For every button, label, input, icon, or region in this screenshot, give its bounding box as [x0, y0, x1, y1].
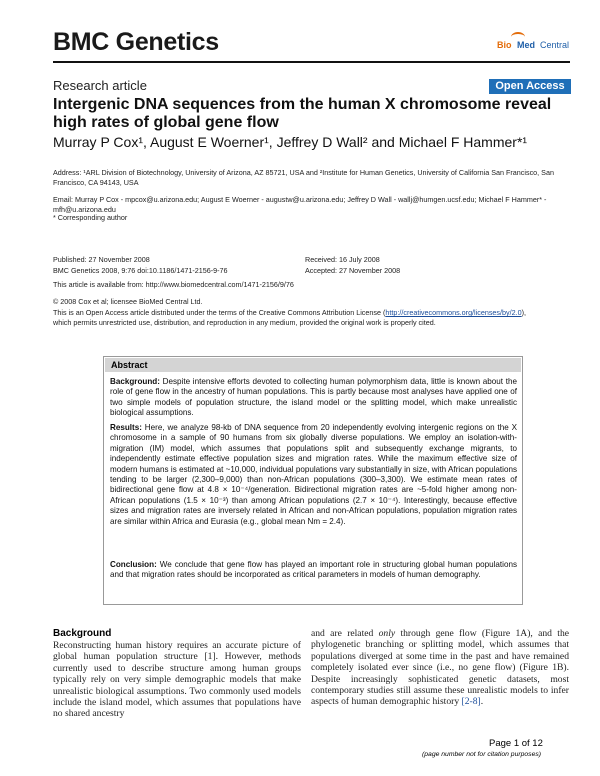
abstract-box	[103, 356, 523, 605]
accepted-date: Accepted: 27 November 2008	[305, 266, 401, 275]
reference-link[interactable]: [2-8]	[461, 696, 481, 708]
logo-bio: Bio	[497, 40, 512, 50]
license-link[interactable]: http://creativecommons.org/licenses/by/2.0	[385, 308, 522, 317]
availability-link[interactable]: This article is available from: http://www.biomedcentral.com/1471-2156/9/76	[53, 280, 294, 289]
open-access-badge: Open Access	[489, 79, 571, 94]
logo-med: Med	[517, 40, 535, 50]
journal-title: BMC Genetics	[53, 28, 219, 56]
abstract-background-text: Despite intensive efforts devoted to collecting human polymorphism data, little is known about the role of gene flow in the ancestry of human populations. This is partly because most analyses have applied one of two simple models of population structure, the island model or the splitting model, which make unrealistic biological assumptions.	[110, 377, 517, 418]
abstract-results-text: Here, we analyze 98-kb of DNA sequence from 20 independently evolving intergenic regions on the X chromosome in a sample of 90 humans from six globally diverse populations. We employ an isolation-with-migration (IM) model, which assumes that populations split and subsequently exchange migrants, to independently estimate effective population sizes and migration rates. While the maximum effective size of modern humans is estimated at ~10,000, individual populations vary substantially in size, with African populations tending to be larger (2,300–9,000) than non-African populations (300–3,300). We estimate mean rates of bidirectional gene flow at 4.8 × 10⁻⁴/generation. Bidirectional migration rates are ~5-fold higher among non-African populations (1.5 × 10⁻³) than among African populations (2.7 × 10⁻⁴). Interestingly, because effective sizes and migration rates are inversely related in African and non-African populations, population migration rates are similar within Africa and Eurasia (e.g., global mean Nm = 2.4).	[110, 423, 517, 526]
license-line-1	[53, 308, 573, 318]
body-column-1: Reconstructing human history requires an accurate picture of global human population structure [1]. However, methods currently used to describe structure among human groups typically rely on very simple demographic models that make unrealistic biological assumptions. Two commonly used models include the island model, which assumes that populations have no shared ancestry	[53, 640, 301, 720]
corresponding-author: * Corresponding author	[53, 213, 128, 222]
article-type: Research article	[53, 78, 147, 93]
page-note: (page number not for citation purposes)	[422, 751, 542, 758]
email-list: Email: Murray P Cox - mpcox@u.arizona.edu; August E Woerner - augustw@u.arizona.edu; Jeffrey D Wall - wallj@humgen.ucsf.edu; Michael F Hammer* - mfh@u.arizona.edu	[53, 195, 547, 214]
license-line-2: which permits unrestricted use, distribution, and reproduction in any medium, provided the original work is properly cited.	[53, 318, 436, 327]
abstract-results-label: Results:	[110, 423, 142, 432]
abstract-conclusion	[110, 560, 517, 581]
received-date: Received: 16 July 2008	[305, 255, 380, 264]
page-number: Page 1 of 12	[489, 738, 543, 749]
abstract-background	[110, 377, 517, 419]
logo-central: Central	[540, 40, 570, 50]
background-heading: Background	[53, 628, 112, 639]
col2-text-pre: and are related	[311, 628, 379, 639]
citation: BMC Genetics 2008, 9:76 doi:10.1186/1471-2156-9-76	[53, 266, 228, 275]
copyright: © 2008 Cox et al; licensee BioMed Central Ltd.	[53, 297, 203, 306]
article-title: Intergenic DNA sequences from the human X chromosome reveal high rates of global gene flow	[53, 96, 552, 131]
header-divider	[53, 61, 570, 63]
abstract-conclusion-text: We conclude that gene flow has played an important role in structuring global human populations and that migration rates should be incorporated as critical parameters in models of human demography.	[110, 560, 517, 580]
license-text-post: ),	[521, 308, 526, 317]
col2-italic: only	[378, 628, 396, 639]
col2-text-end: .	[480, 696, 484, 708]
authors: Murray P Cox¹, August E Woerner¹, Jeffrey D Wall² and Michael F Hammer*¹	[53, 134, 528, 150]
abstract-results	[110, 423, 517, 527]
published-date: Published: 27 November 2008	[53, 255, 150, 264]
address: Address: ¹ARL Division of Biotechnology, University of Arizona, AZ 85721, USA and ²Institute for Human Genetics, University of California San Francisco, San Francisco, CA 94143, USA	[53, 168, 554, 187]
biomed-central-logo	[497, 34, 569, 54]
abstract-background-label: Background:	[110, 377, 160, 386]
abstract-conclusion-label: Conclusion:	[110, 560, 157, 569]
abstract-heading: Abstract	[105, 358, 521, 372]
body-column-2	[311, 628, 569, 708]
license-text-pre: This is an Open Access article distributed under the terms of the Creative Commons Attribution License (	[53, 308, 386, 317]
col2-text-post: through gene flow (Figure 1A), and the phylogenetic branching or splitting model, which assumes that populations diverged at some time in the past and have remained completely isolated ever since (i.e., no gene flow) (Figure 1B). Despite increasingly sophisticated genetic datasets, most contemporary studies still assume these unrealistic models to infer aspects of human demographic history	[311, 628, 570, 708]
